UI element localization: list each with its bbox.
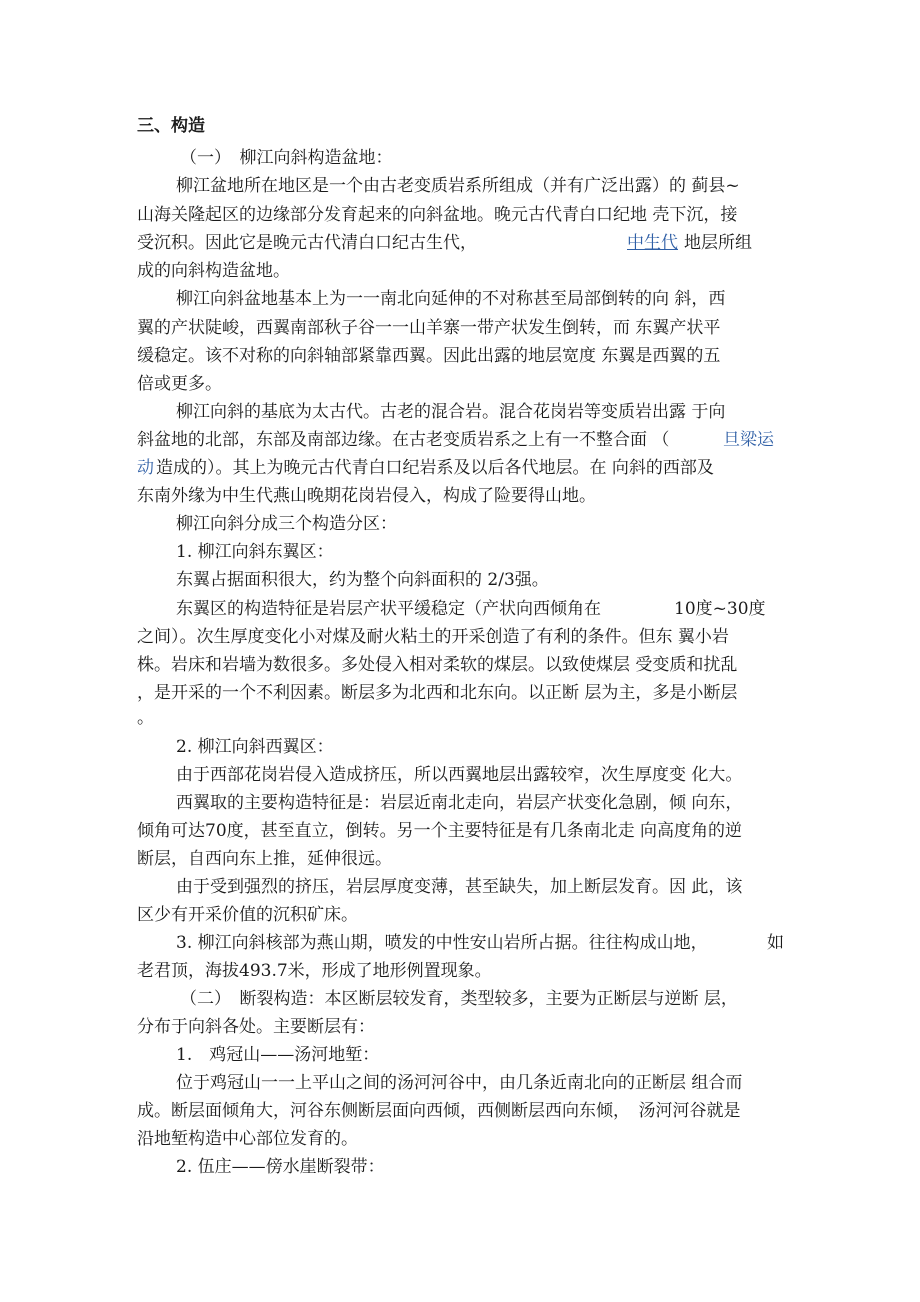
- paragraph-line: 西翼取的主要构造特征是：岩层近南北走向，岩层产状变化急剧，倾 向东，: [176, 793, 743, 813]
- paragraph-line: 倍或更多。: [137, 374, 222, 394]
- paragraph-line: 东翼占据面积很大，约为整个向斜面积的 2/3强。: [176, 570, 549, 590]
- paragraph-line: 如: [767, 933, 784, 953]
- paragraph-line: 山海关隆起区的边缘部分发育起来的向斜盆地。晚元古代青白口纪地 壳下沉，接: [137, 205, 738, 225]
- paragraph-line: 成的向斜构造盆地。: [137, 261, 290, 281]
- paragraph-line: 翼的产状陡峻，西翼南部秋子谷一一山羊寨一带产状发生倒转，而 东翼产状平: [137, 318, 721, 338]
- paragraph-line: 沿地堑构造中心部位发育的。: [137, 1129, 358, 1149]
- paragraph-line: 地层所组: [684, 233, 752, 253]
- paragraph-line: 柳江向斜分成三个构造分区：: [176, 514, 397, 534]
- subsection-heading-1: （一） 柳江向斜构造盆地：: [180, 148, 393, 168]
- paragraph-line: 株。岩床和岩墙为数很多。多处侵入相对柔软的煤层。以致使煤层 受变质和扰乱: [137, 655, 738, 675]
- paragraph-line: 。: [137, 708, 154, 728]
- paragraph-line: 东南外缘为中生代燕山晚期花岗岩侵入，构成了险要得山地。: [137, 486, 596, 506]
- paragraph-line: 东翼区的构造特征是岩层产状平缓稳定（产状向西倾角在: [176, 599, 601, 619]
- heading-fault-2: 2. 伍庄——傍水崖断裂带：: [176, 1157, 385, 1177]
- paragraph-line: 柳江向斜盆地基本上为一一南北向延伸的不对称甚至局部倒转的向 斜，西: [176, 289, 726, 309]
- heading-core: 3. 柳江向斜核部为燕山期，喷发的中性安山岩所占据。往往构成山地，: [176, 933, 708, 953]
- paragraph-line: 区少有开采价值的沉积矿床。: [137, 905, 358, 925]
- paragraph-line: ，是开采的一个不利因素。断层多为北西和北东向。以正断 层为主，多是小断层: [137, 683, 738, 703]
- link-danliang-movement[interactable]: 旦梁运: [723, 430, 774, 450]
- paragraph-line: 由于西部花岗岩侵入造成挤压，所以西翼地层出露较窄，次生厚度变 化大。: [176, 765, 743, 785]
- heading-east-wing: 1. 柳江向斜东翼区：: [176, 542, 334, 562]
- paragraph-line: 成。断层面倾角大，河谷东侧断层面向西倾，西侧断层西向东倾， 汤河河谷就是: [137, 1101, 741, 1121]
- paragraph-line: 之间）。次生厚度变化小对煤及耐火粘土的开采创造了有利的条件。但东 翼小岩: [137, 627, 729, 647]
- link-zhongshengdai[interactable]: 中生代: [627, 233, 678, 253]
- paragraph-line: 由于受到强烈的挤压，岩层厚度变薄，甚至缺失，加上断层发育。因 此，该: [176, 877, 743, 897]
- paragraph-line: 受沉积。因此它是晚元古代清白口纪古生代，: [137, 233, 477, 253]
- paragraph-line: 缓稳定。该不对称的向斜轴部紧靠西翼。因此出露的地层宽度 东翼是西翼的五: [137, 346, 721, 366]
- paragraph-line: 倾角可达70度，甚至直立，倒转。另一个主要特征是有几条南北走 向高度角的逆: [137, 821, 743, 841]
- section-title: 三、构造: [137, 116, 205, 136]
- paragraph-line: 柳江盆地所在地区是一个由古老变质岩系所组成（并有广泛出露）的 蓟县~: [176, 176, 740, 196]
- paragraph-line: 柳江向斜的基底为太古代。古老的混合岩。混合花岗岩等变质岩出露 于向: [176, 402, 726, 422]
- paragraph-line: 斜盆地的北部，东部及南部边缘。在古老变质岩系之上有一不整合面 （: [137, 430, 670, 450]
- paragraph-line: 断层，自西向东上推，延伸很远。: [137, 849, 392, 869]
- heading-fault-1: 1. 鸡冠山——汤河地堑：: [176, 1045, 380, 1065]
- link-danliang-movement-cont[interactable]: 动: [137, 458, 154, 478]
- paragraph-line: 造成的）。其上为晚元古代青白口纪岩系及以后各代地层。在 向斜的西部及: [156, 458, 714, 478]
- heading-west-wing: 2. 柳江向斜西翼区：: [176, 737, 334, 757]
- paragraph-line: 分布于向斜各处。主要断层有：: [137, 1017, 375, 1037]
- paragraph-line: 10度~30度: [674, 599, 766, 619]
- paragraph-line: 老君顶，海拔493.7米，形成了地形例置现象。: [137, 961, 492, 981]
- subsection-heading-2: （二） 断裂构造：本区断层较发育，类型较多，主要为正断层与逆断 层，: [180, 989, 738, 1009]
- paragraph-line: 位于鸡冠山一一上平山之间的汤河河谷中，由几条近南北向的正断层 组合而: [176, 1073, 743, 1093]
